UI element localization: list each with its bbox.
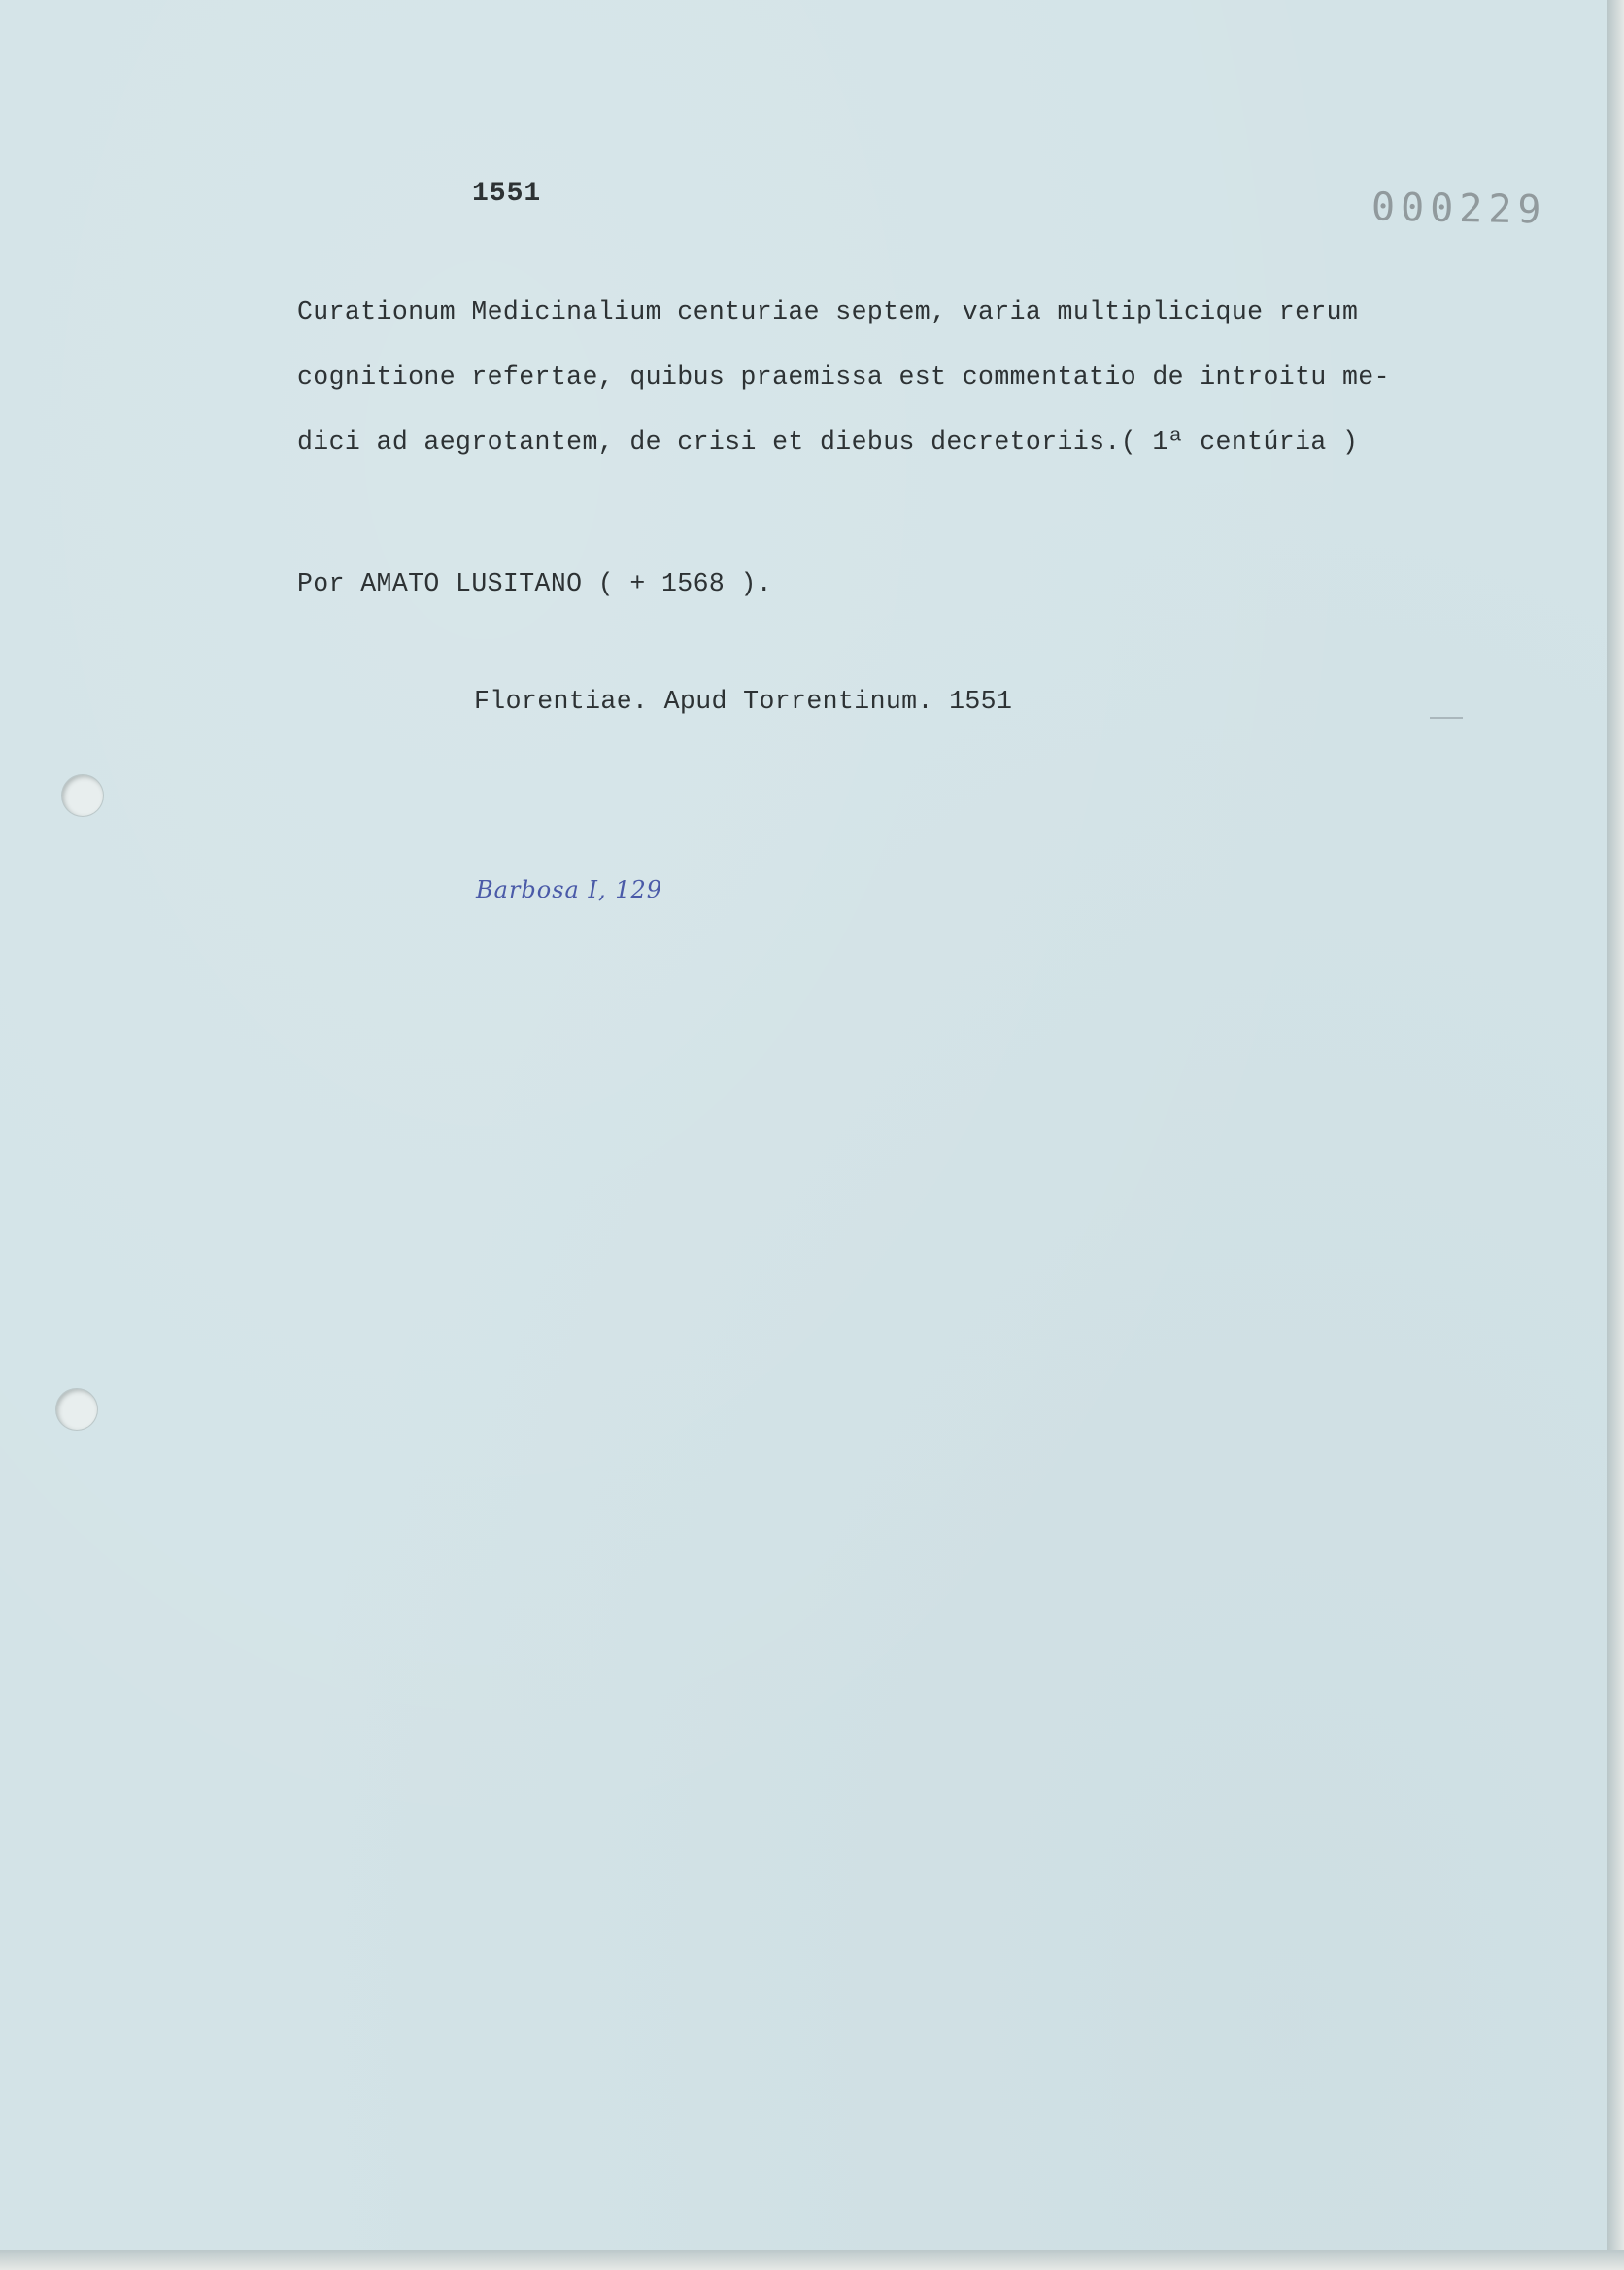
paper-edge-right [1607, 0, 1624, 2270]
punch-hole-bottom [56, 1389, 97, 1430]
handwritten-reference: Barbosa I, 129 [476, 876, 663, 903]
punch-hole-top [62, 775, 103, 816]
title-line-2: cognitione refertae, quibus praemissa est commentatio de introitu me- [297, 362, 1390, 391]
paper-edge-bottom [0, 2250, 1624, 2270]
record-year: 1551 [472, 179, 542, 209]
pencil-mark [1430, 717, 1463, 719]
imprint-line: Florentiae. Apud Torrentinum. 1551 [474, 687, 1013, 716]
stamped-number: 000229 [1370, 185, 1547, 233]
author-line: Por AMATO LUSITANO ( + 1568 ). [297, 569, 773, 598]
title-line-1: Curationum Medicinalium centuriae septem, varia multiplicique rerum [297, 297, 1359, 326]
title-line-3: dici ad aegrotantem, de crisi et diebus decretoriis.( 1ª centúria ) [297, 427, 1359, 457]
